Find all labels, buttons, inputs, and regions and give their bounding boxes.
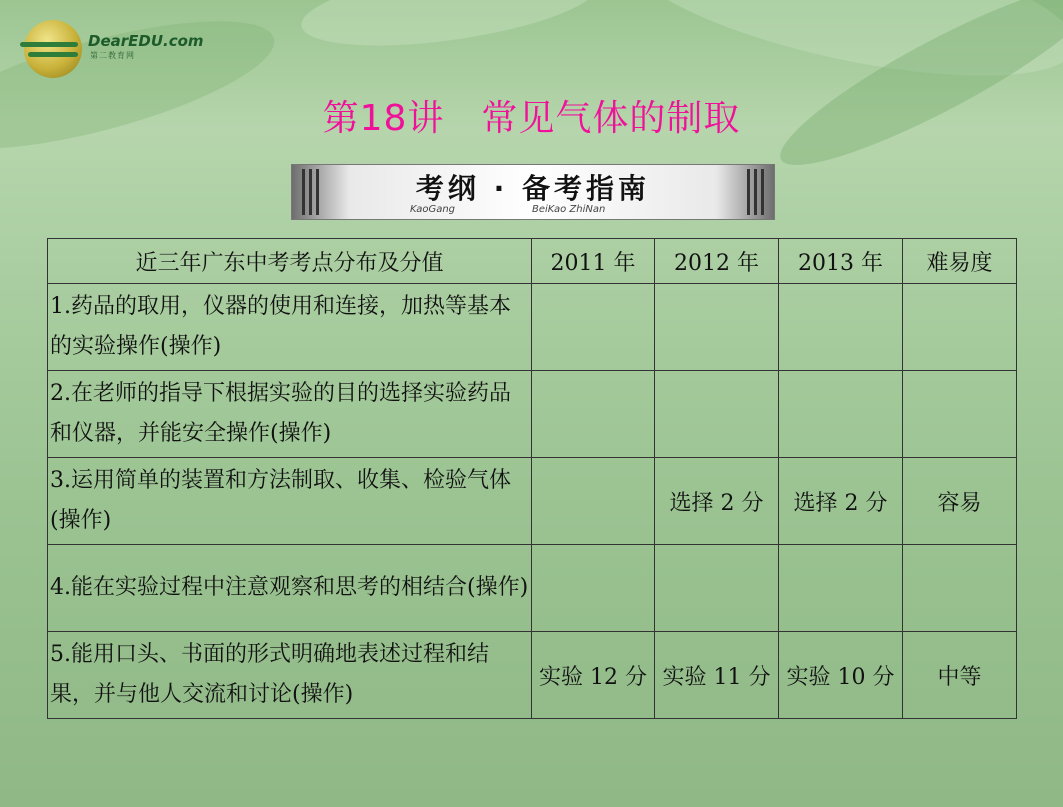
section-banner: [291, 164, 775, 220]
banner-sub-left: KaoGang: [410, 204, 456, 215]
site-logo: [20, 18, 220, 82]
difficulty-cell: 容易: [903, 458, 1017, 545]
header-2012: 2012 年: [655, 239, 779, 284]
header-difficulty: 难易度: [903, 239, 1017, 284]
topic-cell: 5.能用口头、书面的形式明确地表述过程和结果，并与他人交流和讨论(操作): [48, 632, 532, 719]
score-2012-cell: [655, 284, 779, 371]
topic-cell: 4.能在实验过程中注意观察和思考的相结合(操作): [48, 545, 532, 632]
topic-cell: 3.运用简单的装置和方法制取、收集、检验气体(操作): [48, 458, 532, 545]
score-2013-cell: 实验 10 分: [779, 632, 903, 719]
header-2013: 2013 年: [779, 239, 903, 284]
score-2011-cell: [532, 545, 655, 632]
score-2011-cell: 实验 12 分: [532, 632, 655, 719]
table-row: [48, 632, 1017, 719]
score-2012-cell: 实验 11 分: [655, 632, 779, 719]
exam-points-table: [47, 238, 1017, 719]
table-row: [48, 458, 1017, 545]
difficulty-cell: 中等: [903, 632, 1017, 719]
score-2012-cell: 选择 2 分: [655, 458, 779, 545]
score-2011-cell: [532, 371, 655, 458]
difficulty-cell: [903, 545, 1017, 632]
page-title: 第18讲 常见气体的制取: [322, 98, 741, 139]
header-2011: 2011 年: [532, 239, 655, 284]
banner-title: 考纲 · 备考指南: [415, 172, 651, 205]
score-2013-cell: 选择 2 分: [779, 458, 903, 545]
table-row: [48, 371, 1017, 458]
topic-cell: 2.在老师的指导下根据实验的目的选择实验药品和仪器，并能安全操作(操作): [48, 371, 532, 458]
topic-cell: 1.药品的取用，仪器的使用和连接，加热等基本的实验操作(操作): [48, 284, 532, 371]
score-2012-cell: [655, 545, 779, 632]
logo-name: DearEDU.com: [88, 32, 204, 50]
background-leaf: [297, 0, 604, 61]
score-2013-cell: [779, 371, 903, 458]
score-2011-cell: [532, 458, 655, 545]
banner-sub-right: BeiKao ZhiNan: [532, 204, 606, 215]
header-topic: 近三年广东中考考点分布及分值: [48, 239, 532, 284]
score-2013-cell: [779, 545, 903, 632]
table-row: [48, 284, 1017, 371]
logo-stripe: [20, 42, 78, 47]
difficulty-cell: [903, 284, 1017, 371]
score-2013-cell: [779, 284, 903, 371]
table-row: [48, 545, 1017, 632]
table-header-row: [48, 239, 1017, 284]
logo-emblem-icon: [24, 20, 82, 78]
difficulty-cell: [903, 371, 1017, 458]
score-2012-cell: [655, 371, 779, 458]
logo-stripe: [28, 52, 78, 57]
logo-subtitle: 第二教育网: [90, 51, 135, 60]
score-2011-cell: [532, 284, 655, 371]
